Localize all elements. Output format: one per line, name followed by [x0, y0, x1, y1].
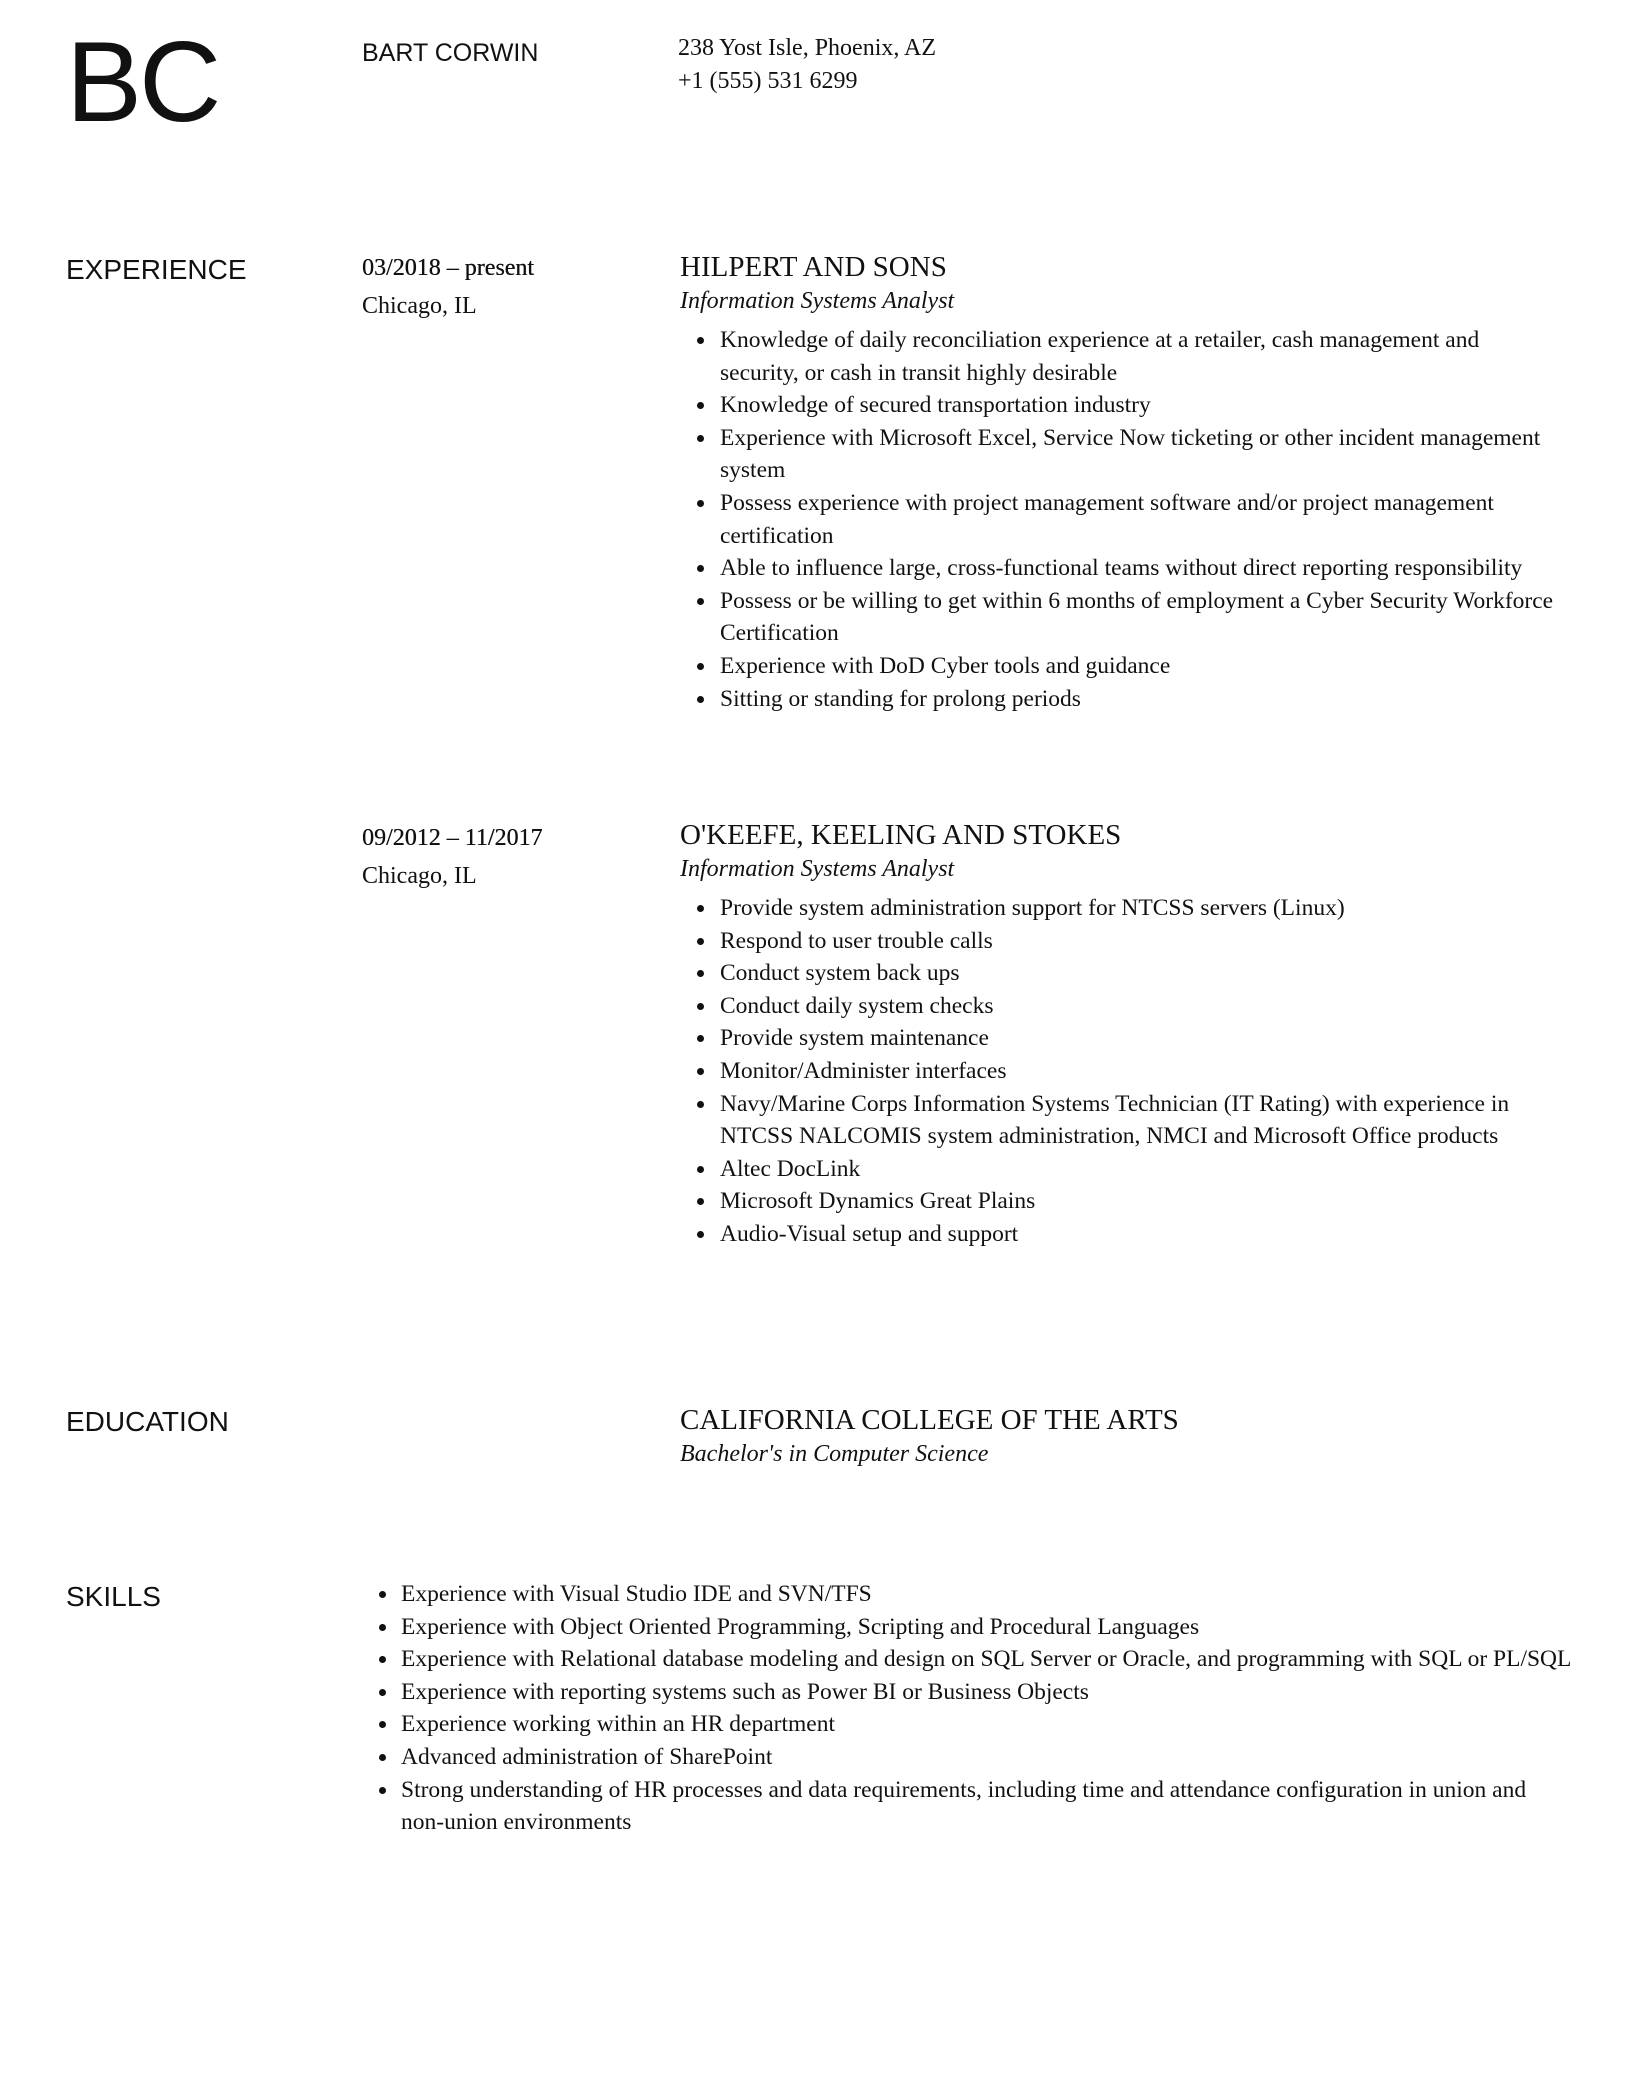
bullet-dot-icon [697, 696, 704, 703]
bullet-item [680, 552, 1560, 585]
bullet-dot-icon [697, 1166, 704, 1173]
job-bullets [680, 324, 1560, 715]
job-dates-text: 03/2018 – present [362, 255, 534, 281]
bullet-item [680, 650, 1560, 683]
bullet-item [362, 1774, 1572, 1839]
section-label-education: EDUCATION [66, 1406, 229, 1437]
bullet-text: Advanced administration of SharePoint [401, 1743, 773, 1770]
bullet-text: Provide system maintenance [720, 1025, 989, 1052]
bullet-text: Able to influence large, cross-functional teams without direct reporting responsibility [720, 555, 1523, 582]
bullet-item [362, 1578, 1572, 1611]
phone: +1 (555) 531 6299 [678, 68, 858, 94]
bullet-text: Conduct system back ups [720, 960, 960, 987]
skills-list [362, 1578, 1572, 1839]
bullet-item [362, 1611, 1572, 1644]
contact-info [678, 32, 936, 98]
address: 238 Yost Isle, Phoenix, AZ [678, 35, 937, 61]
bullet-dot-icon [379, 1591, 386, 1598]
bullet-dot-icon [697, 337, 704, 344]
job-location: Chicago, IL [362, 293, 477, 319]
bullet-dot-icon [379, 1624, 386, 1631]
school-name: CALIFORNIA COLLEGE OF THE ARTS [680, 1404, 1179, 1436]
bullet-text: Experience with Microsoft Excel, Service Now ticketing or other incident management system [720, 424, 1541, 484]
job-dates [362, 822, 542, 854]
job-dates [362, 252, 534, 284]
job-dates-text: 09/2012 – 11/2017 [362, 825, 543, 851]
bullet-dot-icon [697, 970, 704, 977]
job-entry [680, 818, 1560, 1251]
bullet-text: Experience with DoD Cyber tools and guidance [720, 652, 1171, 679]
bullet-text: Microsoft Dynamics Great Plains [720, 1188, 1036, 1215]
bullet-text: Conduct daily system checks [720, 992, 994, 1019]
bullet-dot-icon [697, 1068, 704, 1075]
bullet-dot-icon [379, 1689, 386, 1696]
bullet-dot-icon [379, 1721, 386, 1728]
bullet-item [680, 389, 1560, 422]
bullet-dot-icon [697, 905, 704, 912]
bullet-item [680, 1022, 1560, 1055]
bullet-dot-icon [697, 598, 704, 605]
monogram: BC [66, 19, 219, 146]
candidate-name: BART CORWIN [362, 39, 539, 67]
bullet-item [680, 585, 1560, 650]
bullet-item [680, 1055, 1560, 1088]
bullet-item [680, 1153, 1560, 1186]
bullet-dot-icon [379, 1754, 386, 1761]
bullet-dot-icon [379, 1787, 386, 1794]
job-entry [680, 250, 1560, 715]
bullet-dot-icon [697, 435, 704, 442]
bullet-text: Respond to user trouble calls [720, 927, 993, 954]
bullet-item [680, 892, 1560, 925]
bullet-text: Provide system administration support for NTCSS servers (Linux) [720, 895, 1345, 921]
bullet-dot-icon [697, 1035, 704, 1042]
bullet-item [680, 324, 1560, 389]
bullet-item [362, 1643, 1572, 1676]
bullet-text: Strong understanding of HR processes and data requirements, including time and attendance configuration in union and non-union environments [401, 1776, 1527, 1836]
bullet-item [680, 957, 1560, 990]
bullet-dot-icon [697, 500, 704, 507]
job-title: Information Systems Analyst [680, 856, 955, 882]
section-label-skills: SKILLS [66, 1581, 161, 1612]
bullet-dot-icon [697, 1231, 704, 1238]
bullet-dot-icon [697, 938, 704, 945]
bullet-dot-icon [697, 402, 704, 409]
bullet-text: Experience with Object Oriented Programming, Scripting and Procedural Languages [401, 1613, 1200, 1640]
bullet-item [680, 487, 1560, 552]
skills-list-container [362, 1578, 1572, 1839]
company-name: O'KEEFE, KEELING AND STOKES [680, 819, 1122, 851]
bullet-text: Experience with Visual Studio IDE and SVN/TFS [401, 1581, 872, 1607]
job-location: Chicago, IL [362, 863, 477, 889]
bullet-item [680, 1185, 1560, 1218]
bullet-item [680, 1088, 1560, 1153]
job-title: Information Systems Analyst [680, 288, 955, 314]
degree: Bachelor's in Computer Science [680, 1441, 989, 1467]
bullet-text: Navy/Marine Corps Information Systems Technician (IT Rating) with experience in NTCSS NALCOMIS system administration, NMCI and Microsoft Office products [720, 1090, 1510, 1150]
company-name: HILPERT AND SONS [680, 251, 947, 283]
bullet-text: Experience working within an HR department [401, 1711, 835, 1738]
bullet-dot-icon [697, 663, 704, 670]
bullet-item [680, 925, 1560, 958]
bullet-text: Possess experience with project management software and/or project management certification [720, 489, 1494, 549]
bullet-text: Knowledge of secured transportation industry [720, 392, 1151, 419]
bullet-text: Possess or be willing to get within 6 months of employment a Cyber Security Workforce Certification [720, 587, 1554, 647]
bullet-text: Knowledge of daily reconciliation experience at a retailer, cash management and security, or cash in transit highly desirable [720, 327, 1480, 386]
job-bullets [680, 892, 1560, 1251]
bullet-text: Experience with Relational database modeling and design on SQL Server or Oracle, and programming with SQL or PL/SQL [401, 1646, 1572, 1673]
bullet-dot-icon [697, 1101, 704, 1108]
bullet-item [362, 1708, 1572, 1741]
bullet-item [680, 1218, 1560, 1251]
bullet-dot-icon [697, 1003, 704, 1010]
education-entry [680, 1403, 1560, 1471]
bullet-dot-icon [697, 1198, 704, 1205]
bullet-item [680, 422, 1560, 487]
bullet-dot-icon [697, 565, 704, 572]
bullet-text: Monitor/Administer interfaces [720, 1057, 1007, 1084]
bullet-item [680, 990, 1560, 1023]
bullet-item [362, 1676, 1572, 1709]
bullet-text: Sitting or standing for prolong periods [720, 685, 1081, 712]
bullet-text: Experience with reporting systems such as Power BI or Business Objects [401, 1678, 1089, 1705]
bullet-item [362, 1741, 1572, 1774]
bullet-item [680, 683, 1560, 716]
bullet-dot-icon [379, 1656, 386, 1663]
section-label-experience: EXPERIENCE [66, 254, 247, 285]
bullet-text: Audio-Visual setup and support [720, 1220, 1019, 1247]
bullet-text: Altec DocLink [720, 1155, 861, 1182]
